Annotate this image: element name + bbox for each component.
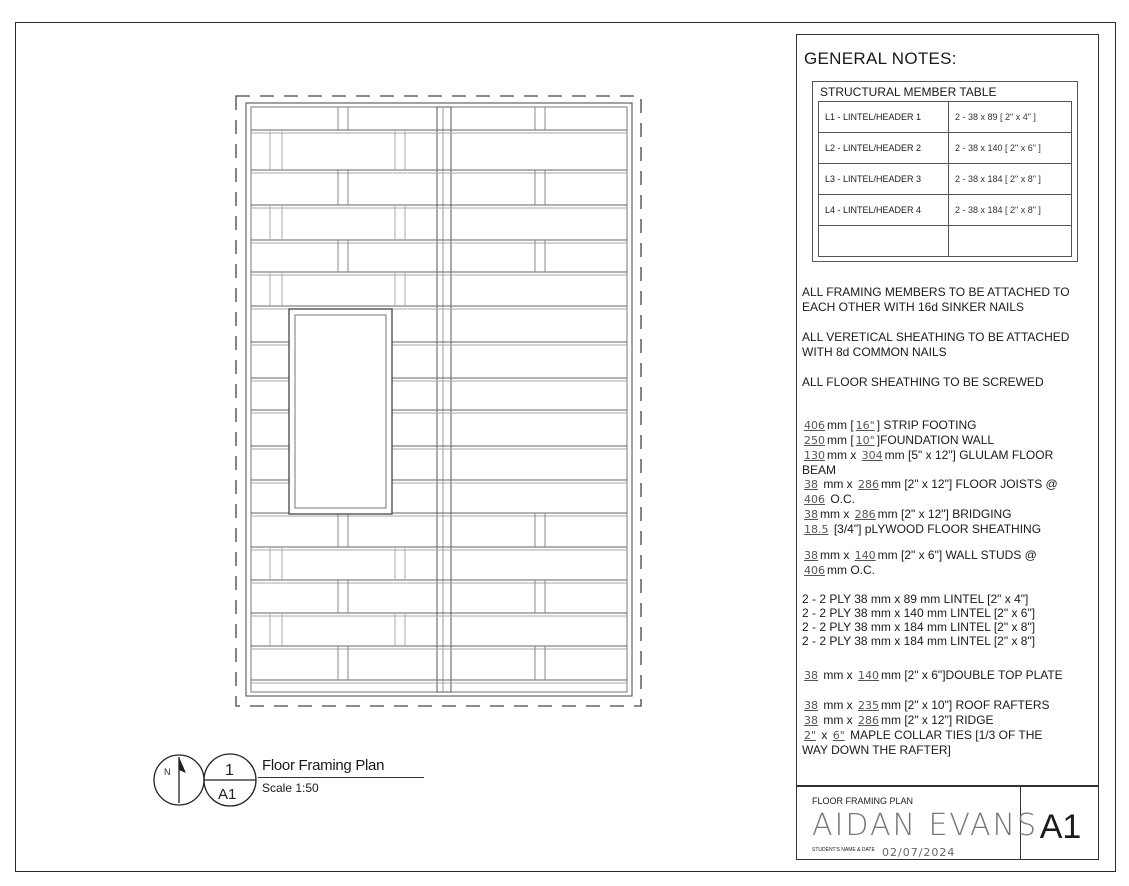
spec-text: mm x <box>820 668 856 682</box>
member-spec: 2 - 38 x 89 [ 2" x 4" ] <box>949 102 1072 133</box>
spec-line <box>802 448 1092 463</box>
handwritten-value: 38 <box>804 549 818 562</box>
spec-group-roof <box>802 698 1092 757</box>
handwritten-value: 406 <box>804 564 825 577</box>
spec-line <box>802 743 1092 757</box>
glulam-beam <box>437 107 451 692</box>
handwritten-value: 38 <box>804 478 818 491</box>
plan-title: Floor Framing Plan <box>262 757 385 774</box>
spec-line <box>802 620 1092 634</box>
student-signature: AIDAN EVANS <box>812 808 1039 843</box>
spec-text: mm [2" x 10"] ROOF RAFTERS <box>881 698 1050 712</box>
handwritten-value: 286 <box>854 508 876 521</box>
spec-text: WAY DOWN THE RAFTER] <box>802 743 951 757</box>
spec-line <box>802 563 1092 578</box>
spec-text: 2 - 2 PLY 38 mm x 140 mm LINTEL [2" x 6"] <box>802 606 1036 620</box>
spec-line <box>802 713 1092 728</box>
member-row <box>819 226 1072 257</box>
handwritten-value: 406 <box>804 419 825 432</box>
spec-text: mm x <box>820 698 856 712</box>
north-arrow-symbol <box>154 755 204 805</box>
spec-text: mm [5" x 12"] GLULAM FLOOR <box>884 448 1054 462</box>
spec-text: O.C. <box>827 492 856 506</box>
handwritten-value: 10" <box>855 434 875 447</box>
spec-group-wall-studs <box>802 548 1092 578</box>
spec-line <box>802 418 1092 433</box>
sheet-number: A1 <box>1039 808 1082 846</box>
spec-text: mm x <box>827 448 860 462</box>
spec-line <box>802 728 1092 743</box>
plan-scale: Scale 1:50 <box>262 781 319 795</box>
member-row <box>819 164 1072 195</box>
spec-text: mm [2" x 6"] WALL STUDS @ <box>877 548 1037 562</box>
spec-line <box>802 463 1092 477</box>
spec-text: mm [2" x 12"] FLOOR JOISTS @ <box>881 477 1058 491</box>
handwritten-value: 2" <box>804 729 817 742</box>
spec-line <box>802 634 1092 648</box>
spec-line <box>802 668 1092 683</box>
handwritten-value: 286 <box>858 714 879 727</box>
spec-line <box>802 548 1092 563</box>
handwritten-value: 38 <box>804 714 818 727</box>
handwritten-value: 304 <box>861 449 883 462</box>
handwritten-value: 406 <box>804 493 825 506</box>
spec-text: mm O.C. <box>827 563 875 577</box>
member-spec: 2 - 38 x 184 [ 2" x 8" ] <box>949 164 1072 195</box>
handwritten-value: 18.5 <box>804 523 829 536</box>
spec-text: mm [2" x 12"] RIDGE <box>881 713 994 727</box>
spec-text: mm [2" x 6"]DOUBLE TOP PLATE <box>881 668 1063 682</box>
spec-text: mm x <box>820 548 853 562</box>
spec-text: mm x <box>820 507 853 521</box>
member-label: L2 - LINTEL/HEADER 2 <box>819 133 949 164</box>
detail-number: 1 <box>225 762 234 779</box>
spec-text: MAPLE COLLAR TIES [1/3 OF THE <box>846 728 1043 742</box>
member-table-title: STRUCTURAL MEMBER TABLE <box>820 85 997 99</box>
member-row <box>819 133 1072 164</box>
student-name-label: STUDENT'S NAME & DATE <box>812 847 875 853</box>
spec-text: 2 - 2 PLY 38 mm x 184 mm LINTEL [2" x 8"] <box>802 620 1036 634</box>
handwritten-value: 250 <box>804 434 825 447</box>
plan-title-underline <box>258 777 424 778</box>
spec-text: mm [2" x 12"] BRIDGING <box>877 507 1012 521</box>
drawing-name: FLOOR FRAMING PLAN <box>812 796 914 806</box>
handwritten-value: 130 <box>804 449 825 462</box>
spec-text: 2 - 2 PLY 38 mm x 184 mm LINTEL [2" x 8"] <box>802 634 1036 648</box>
member-spec: 2 - 38 x 184 [ 2" x 8" ] <box>949 195 1072 226</box>
general-notes-heading: GENERAL NOTES: <box>804 49 957 68</box>
spec-line <box>802 507 1092 522</box>
spec-text: 2 - 2 PLY 38 mm x 89 mm LINTEL [2" x 4"] <box>802 592 1029 606</box>
member-row <box>819 195 1072 226</box>
stair-opening <box>289 309 392 514</box>
handwritten-value: 235 <box>858 699 879 712</box>
detail-sheet-ref: A1 <box>218 786 237 803</box>
member-row <box>819 102 1072 133</box>
spec-group-lintels <box>802 592 1092 648</box>
spec-text: ]FOUNDATION WALL <box>876 433 995 447</box>
spec-line <box>802 492 1092 507</box>
drawing-date: 02/07/2024 <box>882 846 956 859</box>
spec-text: ] STRIP FOOTING <box>876 418 977 432</box>
spec-text: x <box>818 728 831 742</box>
spec-text: [3/4"] pLYWOOD FLOOR SHEATHING <box>830 522 1042 536</box>
handwritten-value: 38 <box>804 508 818 521</box>
structural-member-table <box>818 101 1072 257</box>
spec-line <box>802 606 1092 620</box>
spec-text: mm x <box>820 477 856 491</box>
note-vertical-sheathing: ALL VERETICAL SHEATHING TO BE ATTACHED WITH 8d COMMON NAILS <box>802 330 1070 359</box>
handwritten-value: 38 <box>804 699 818 712</box>
spec-double-top-plate <box>802 668 1092 683</box>
member-label <box>819 226 949 257</box>
spec-group-foundation-floor <box>802 418 1092 537</box>
handwritten-value: 140 <box>854 549 876 562</box>
handwritten-value: 38 <box>804 669 818 682</box>
handwritten-value: 6" <box>832 729 845 742</box>
member-label: L4 - LINTEL/HEADER 4 <box>819 195 949 226</box>
handwritten-value: 16" <box>855 419 875 432</box>
spec-line <box>802 477 1092 492</box>
spec-text: mm [ <box>827 418 854 432</box>
member-spec <box>949 226 1072 257</box>
spec-text: mm x <box>820 713 856 727</box>
spec-text: mm [ <box>827 433 854 447</box>
handwritten-value: 140 <box>858 669 879 682</box>
spec-line <box>802 698 1092 713</box>
spec-line <box>802 433 1092 448</box>
note-floor-sheathing: ALL FLOOR SHEATHING TO BE SCREWED <box>802 375 1044 389</box>
member-label: L1 - LINTEL/HEADER 1 <box>819 102 949 133</box>
spec-text: BEAM <box>802 463 837 477</box>
member-spec: 2 - 38 x 140 [ 2" x 6" ] <box>949 133 1072 164</box>
spec-line <box>802 522 1092 537</box>
handwritten-value: 286 <box>858 478 879 491</box>
note-framing-nails: ALL FRAMING MEMBERS TO BE ATTACHED TO EACH OTHER WITH 16d SINKER NAILS <box>802 285 1070 314</box>
north-label: N <box>164 767 171 777</box>
spec-line <box>802 592 1092 606</box>
member-label: L3 - LINTEL/HEADER 3 <box>819 164 949 195</box>
